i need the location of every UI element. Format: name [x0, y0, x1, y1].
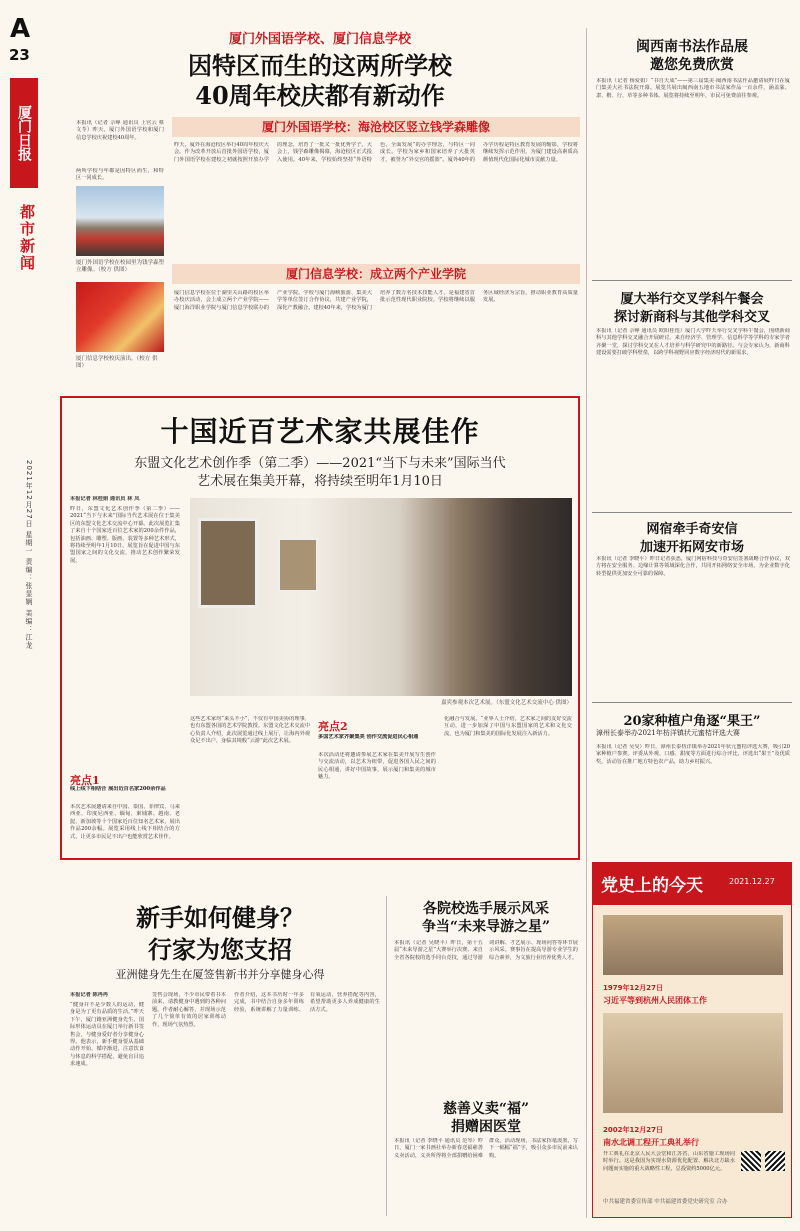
lead-subhead-1: 厦门外国语学校：海沧校区竖立钱学森雕像 — [172, 117, 580, 137]
exhibit-title: 十国近百艺术家共展佳作 — [160, 415, 480, 448]
s3-title-2: 加速开拓网安市场 — [639, 540, 744, 555]
history-box — [592, 862, 792, 1218]
fitness-body-3: 作者介绍，这本书历时一年多完成，书中结合自身多年训练经验，系统讲解了力量训练、有氧运动、营养搭配等内容，希望帮助更多人养成健康的生活方式。 — [234, 992, 380, 1013]
fitness-body-2: 签售会现场，不少市民带着书本前来，请教健身中遇到的各种问题。作者耐心解答，并现场示范了几个简单有效的居家训练动作，现场气氛热烈。 — [152, 992, 226, 1028]
exhibit-subtitle-1: 东盟文化艺术创作季（第二季）——2021“当下与未来”国际当代 — [134, 456, 506, 471]
s3-title-1: 网宿牵手奇安信 — [646, 522, 738, 537]
guide-body: 本报讯（记者 吴晓平）昨日，第十五届“未来导游之星”大赛举行决赛。来自全省各院校的选手同台竞技，通过导游词讲解、才艺展示、现场问答等环节展示风采。赛事旨在提高导游专业学生的综合素养，为文旅行业培养优秀人才。 — [394, 940, 578, 961]
s4-title-2: 漳州长泰举办2021年枋洋镇状元蜜桔评选大赛 — [596, 729, 740, 737]
history-item2-date: 2002年12月27日 — [603, 1126, 663, 1134]
s1-body: 本报讯（记者 杨爱娟）“书自天成”——第三届集美·闽西南书法作品邀请展昨日在厦门集美大社书法院开幕。展览共展出闽西南五地市书法家作品一百余件，涵盖篆、隶、楷、行、草等多种书体。展览将持续至明年，市民可免费前往参观。 — [596, 78, 790, 99]
highlight1-body: 本次艺术展邀请来自中国、泰国、菲律宾、马来西亚、印度尼西亚、缅甸、柬埔寨、越南、老挝、新加坡等十个国家近百位知名艺术家，展出作品200余幅。展览采用线上线下相结合的方式，让更多市民足不出户也能欣赏艺术佳作。 — [70, 804, 180, 840]
lead-kicker: 厦门外国语学校、厦门信息学校 — [228, 32, 411, 47]
lead-intro-2: 两所学校与年都是因特区而生，和特区一同成长。 — [76, 168, 164, 182]
history-photo-2 — [603, 1013, 783, 1113]
date-line: 2021年12月27日 星期一 责编：张显娴 美编：江龙 — [25, 460, 33, 650]
section-letter: A — [10, 14, 31, 44]
exhibit-byline: 本报记者 林桂娟 通讯员 林 凤 — [70, 496, 140, 502]
exhibit-photo-caption: 嘉宾参观本次艺术展。（东盟文化艺术交流中心 供图） — [440, 700, 572, 706]
s1-title-1: 闽西南书法作品展 — [636, 39, 748, 55]
column-divider — [586, 28, 587, 1218]
photo2-caption: 厦门信息学校校庆演出。（校方 供图） — [76, 356, 158, 369]
s2-body: 本报讯（记者 佘峥 通讯员 欧阳桂莲）厦门大学昨天举行交叉学科午餐会，围绕新商科与其他学科交叉融合开展研讨。来自经济学、管理学、信息科学等学科的专家学者齐聚一堂，探讨学科交叉在人才培养与科学研究中的新路径。与会专家认为，新商科建设需要打破学科壁垒，以跨学科视野回应数字经济时代的新需求。 — [596, 328, 790, 357]
logo — [10, 78, 38, 188]
photo1-caption: 厦门外国语学校在校园里为钱学森塑立雕像。（校方 供图） — [76, 260, 165, 273]
sidebar-rule-1 — [592, 280, 792, 281]
highlight1-head: 亮点1 — [70, 774, 100, 787]
history-item2-title: 南水北调工程开工典礼举行 — [603, 1137, 699, 1147]
sidebar-rule-2 — [592, 512, 792, 513]
fitness-title-2: 行家为您支招 — [148, 935, 292, 964]
history-title: 党史上的今天 — [601, 876, 703, 896]
history-item1-title: 习近平等到杭州人民团体工作 — [603, 995, 707, 1005]
qr-code-1 — [741, 1151, 761, 1171]
highlight1-text: 线上线下相结合 展出近百名家200余作品 — [70, 786, 166, 792]
painting-on-wall-2 — [278, 538, 318, 592]
s1-title-2: 邀您免费欣赏 — [650, 57, 734, 73]
exhibit-middle-body: 这些艺术家均“来头不小”，不仅有中国美协的理事，也有东盟各国的艺术学院教授。东盟文化艺术交流中心负责人介绍，此次展览通过线上展厅，让海内外观众足不出户，身临其境般“云游”此次艺术展。 — [190, 716, 310, 745]
lead-title-1: 因特区而生的这两所学校 — [188, 51, 452, 80]
masthead — [0, 0, 50, 1231]
page-number: 23 — [9, 46, 30, 64]
lead-subhead-2: 厦门信息学校：成立两个产业学院 — [172, 264, 580, 284]
lead-sub1-text: 昨天，厦外在海沧校区举行40周年校庆大会。作为改革开放后首批外国语学校，厦门外国语学校在建校之初就按照开放办学的理念，培育了一批又一批优秀学子。大会上，钱学森雕像揭幕，海沧校区正式投入使用。40年来，学校始终坚持“外语特色、全面发展”的办学理念，与特区一同成长。学校为家乡和国家培养了大批英才，被誉为“外交官的摇篮”。厦外40年的办学历程是特区教育发展的缩影，学校将继续发挥示范作用，为厦门建设高素质高颜值现代化国际化城市贡献力量。 — [174, 142, 578, 163]
lead-title-2: 40周年校庆都有新动作 — [195, 81, 445, 110]
lead-sub2-text: 厦门信息学校在位于湖里关山路的校区举办校庆活动，会上成立两个产业学院——厦门海洋职业学院与厦门信息学校联办的产业学院。学校与厦门海峡旅游、集美大学等单位签订合作协议，共建产业学院，深化产教融合。建校40年来，学校为厦门培养了数万名技术技能人才，是福建省首批示范性现代职业院校。学校将继续以服务区域经济为宗旨，推动职业教育高质量发展。 — [174, 290, 578, 311]
charity-body: 本报讯（记者 李晓平 通讯员 范琴）昨日，厦门一家书画社举办新春送福慈善义卖活动，义卖所得将全部捐赠给困难群众。活动现场，书法家挥毫泼墨，写下一幅幅“福”字，吸引众多市民前来认购。 — [394, 1138, 578, 1159]
photo-exhibition-visitors — [190, 498, 572, 696]
exhibit-right-body: 化融合与发展。“业界人士介绍，艺术家之间的友好交流互动，进一步加深了中国与东盟国家的艺术和文化交流，也为厦门和集美的国际化发展注入新活力。 — [444, 716, 572, 737]
highlight2-head: 亮点2 — [318, 720, 348, 733]
history-photo — [603, 915, 783, 975]
qr-code-2 — [765, 1151, 785, 1171]
s3-body: 本报讯（记者 李晓平）昨日记者获悉，厦门网宿科技与奇安信签署战略合作协议，双方将在安全服务、边缘计算等领域深化合作，共同开拓网络安全市场，为企业数字化转型提供更加安全可靠的保障。 — [596, 556, 790, 577]
section-name: 都市新闻 — [18, 204, 36, 272]
fitness-title-1: 新手如何健身？ — [136, 903, 304, 932]
charity-title-2: 捐赠困医堂 — [451, 1119, 521, 1135]
logo-text: 厦门日报 — [16, 105, 32, 161]
s4-title-1: 20家种植户角逐“果王” — [623, 714, 761, 729]
guide-title-2: 争当“未来导游之星” — [421, 919, 551, 935]
highlight2-text: 多国艺术家齐聚集美 创作交流促进民心相通 — [318, 734, 419, 740]
guide-title-1: 各院校选手展示风采 — [423, 901, 549, 917]
history-item1-date: 1979年12月27日 — [603, 984, 663, 992]
photo-statue-ceremony — [76, 186, 164, 256]
history-header — [593, 863, 792, 905]
exhibit-body: 昨日，东盟文化艺术创作季（第二季）——2021“当下与未来”国际当代艺术展在位于集美区的东盟文化艺术交流中心开幕。此次展览汇集了来自十个国家近百位艺术家的200余件作品，包括油画、雕塑、版画、装置等多种艺术形式，将持续至明年1月10日。展览旨在促进中国与东盟国家之间的文化交流，推动艺术创作繁荣发展。 — [70, 506, 180, 564]
fitness-body: “健身并不是少数人的运动，健身是为了更有品质的生活。”昨天下午，厦门籍亚洲健身先生、国际形体运动员在厦门举行新书签售会，与健身爱好者分享健身心得。他表示，新手健身要从基础动作开始，循序渐进，注意饮食与休息的科学搭配，避免盲目追求速成。 — [70, 1002, 144, 1068]
s2-title-2: 探讨新商科与其他学科交叉 — [613, 310, 770, 325]
photo-school-performance — [76, 282, 164, 352]
exhibit-subtitle-2: 艺术展在集美开幕，将持续至明年1月10日 — [197, 474, 443, 489]
fitness-byline: 本报记者 陈冉冉 — [70, 992, 109, 998]
history-date: 2021.12.27 — [729, 877, 775, 886]
painting-on-wall — [198, 518, 258, 608]
fitness-subtitle: 亚洲健身先生在厦签售新书并分享健身心得 — [115, 968, 325, 981]
history-item2-body: 开工典礼在北京人民大会堂和江苏省、山东省施工现场同时举行。这是我国为实现水资源优化配置、解决北方缺水问题而实施的重大战略性工程，总投资约5000亿元。 — [603, 1151, 735, 1172]
sidebar-rule-3 — [592, 702, 792, 703]
bottom-divider — [386, 896, 387, 1216]
s4-body: 本报讯（记者 吴旻）昨日，漳州长泰枋洋镇举办2021年状元蜜桔评选大赛，吸引20家种植户参赛。评委从外观、口感、甜度等方面进行综合评比，评选出“果王”及优质奖。活动旨在推广地方特色农产品，助力乡村振兴。 — [596, 744, 790, 765]
charity-title-1: 慈善义卖“福” — [442, 1101, 530, 1117]
highlight2-body: 本次活动还将邀请参展艺术家在集美开展写生创作与交流活动，以艺术为纽带，促进各国人民之间的民心相通，讲好中国故事，展示厦门和集美的城市魅力。 — [318, 752, 436, 781]
lead-byline: 本报讯（记者 佘峥 通讯员 上官云 蔡文苓）昨天，厦门外国语学校和厦门信息学校庆祝建校40周年。 — [76, 120, 164, 141]
history-footer: 中共福建省委宣传部 中共福建省委党史研究室 合办 — [603, 1199, 728, 1205]
s2-title-1: 厦大举行交叉学科午餐会 — [620, 292, 764, 307]
